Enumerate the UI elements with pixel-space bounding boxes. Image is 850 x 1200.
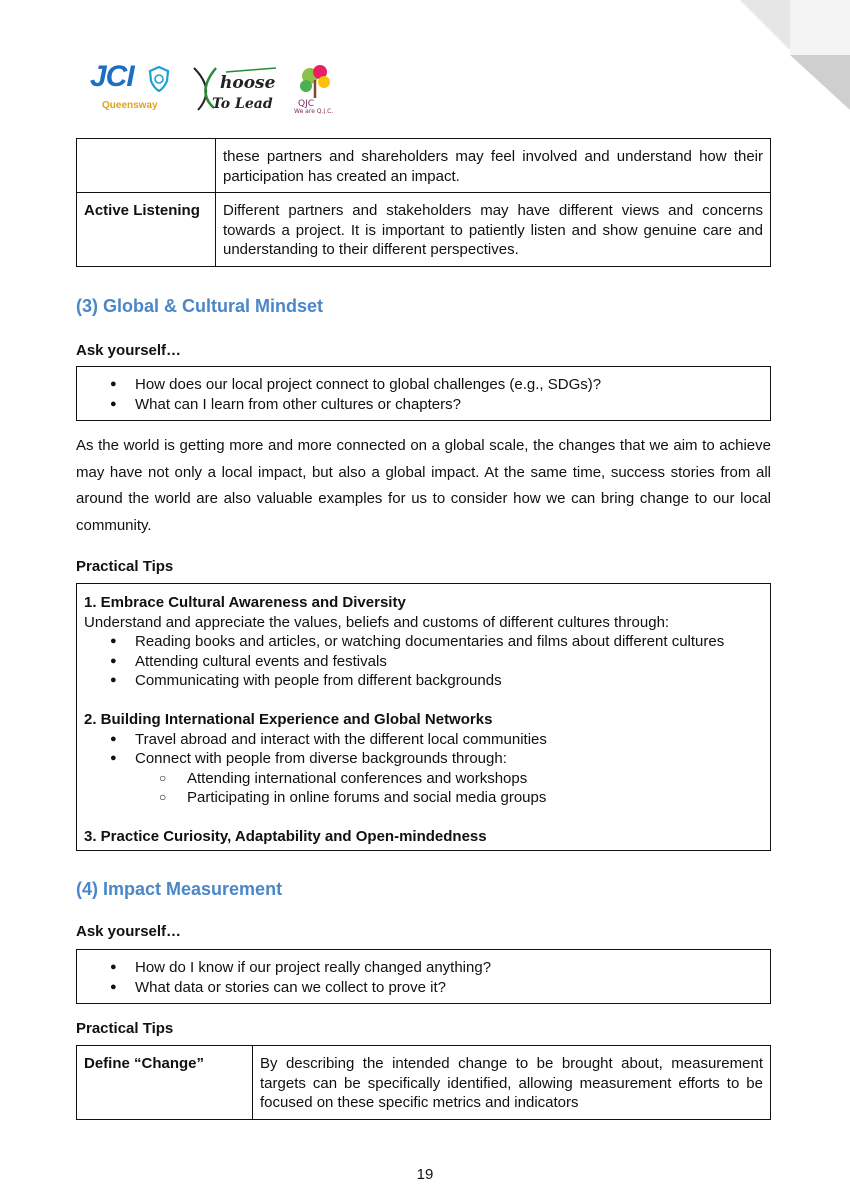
corner-fold-decoration	[740, 0, 850, 110]
tip-title: 3. Practice Curiosity, Adaptability and Open-mindedness	[84, 828, 487, 845]
questions-box	[76, 949, 771, 1004]
choose-logo-line1: hoose	[220, 73, 276, 93]
tip-title: 1. Embrace Cultural Awareness and Diversity	[84, 594, 406, 611]
jci-logo	[90, 62, 180, 114]
choose-logo-line2: To Lead	[212, 96, 273, 112]
list-item: ● What data or stories can we collect to prove it?	[77, 978, 770, 998]
page-number: 19	[416, 1166, 434, 1183]
table-row	[77, 193, 771, 267]
table-row-text: these partners and shareholders may feel involved and understand how their participation has created an impact.	[216, 139, 771, 193]
table-row-label	[77, 139, 216, 193]
ask-yourself-label: Ask yourself…	[76, 342, 182, 359]
choose-to-lead-logo	[186, 62, 286, 114]
list-item: ● Communicating with people from different backgrounds	[77, 671, 763, 691]
list-item: ● Connect with people from diverse backgrounds through:	[77, 749, 763, 769]
tip-intro: Understand and appreciate the values, beliefs and customs of different cultures through:	[84, 613, 670, 631]
impact-table	[76, 1045, 771, 1120]
list-item: ● What can I learn from other cultures or chapters?	[77, 395, 770, 415]
list-item: ● How do I know if our project really changed anything?	[77, 958, 770, 978]
table-row	[77, 139, 771, 193]
list-subitem: ○ Participating in online forums and social media groups	[77, 788, 763, 808]
practical-tips-label: Practical Tips	[76, 1020, 174, 1037]
section-heading-global-mindset: (3) Global & Cultural Mindset	[76, 296, 324, 316]
tip-title: 2. Building International Experience and Global Networks	[84, 711, 493, 728]
table-row	[77, 1046, 771, 1120]
practical-tips-label: Practical Tips	[76, 558, 174, 575]
table-row-text: By describing the intended change to be brought about, measurement targets can be specifically identified, allowing measurement efforts to be focused on these specific metrics and indicators	[253, 1046, 771, 1120]
jci-logo-text: JCI	[90, 60, 134, 93]
header-logos	[90, 62, 340, 114]
tree-logo	[292, 62, 340, 114]
list-item: ● How does our local project connect to global challenges (e.g., SDGs)?	[77, 375, 770, 395]
jci-logo-subtitle: Queensway	[102, 100, 158, 111]
partnership-table	[76, 138, 771, 267]
section-heading-impact-measurement: (4) Impact Measurement	[76, 879, 283, 899]
table-row-text: Different partners and stakeholders may have different views and concerns towards a project. It is important to patiently listen and show genuine care and understanding to their different perspectives.	[216, 193, 771, 267]
list-item: ● Attending cultural events and festivals	[77, 652, 763, 672]
table-row-label: Define “Change”	[77, 1046, 253, 1120]
table-row-label: Active Listening	[77, 193, 216, 267]
practical-tips-box	[76, 583, 771, 851]
shield-icon	[148, 66, 170, 92]
tree-logo-caption: We are Q.J.C.	[294, 108, 334, 114]
questions-box	[76, 366, 771, 421]
list-item: ● Travel abroad and interact with the different local communities	[77, 730, 763, 750]
body-paragraph: As the world is getting more and more connected on a global scale, the changes that we aim to achieve may have not only a local impact, but also a global impact. At the same time, success stories from all around the world are also valuable examples for us to consider how we can bring change to our local community.	[76, 437, 771, 534]
list-item: ● Reading books and articles, or watching documentaries and films about different cultures	[77, 632, 763, 652]
ask-yourself-label: Ask yourself…	[76, 923, 182, 940]
svg-text:QJC: QJC	[298, 99, 315, 109]
list-subitem: ○ Attending international conferences and workshops	[77, 769, 763, 789]
